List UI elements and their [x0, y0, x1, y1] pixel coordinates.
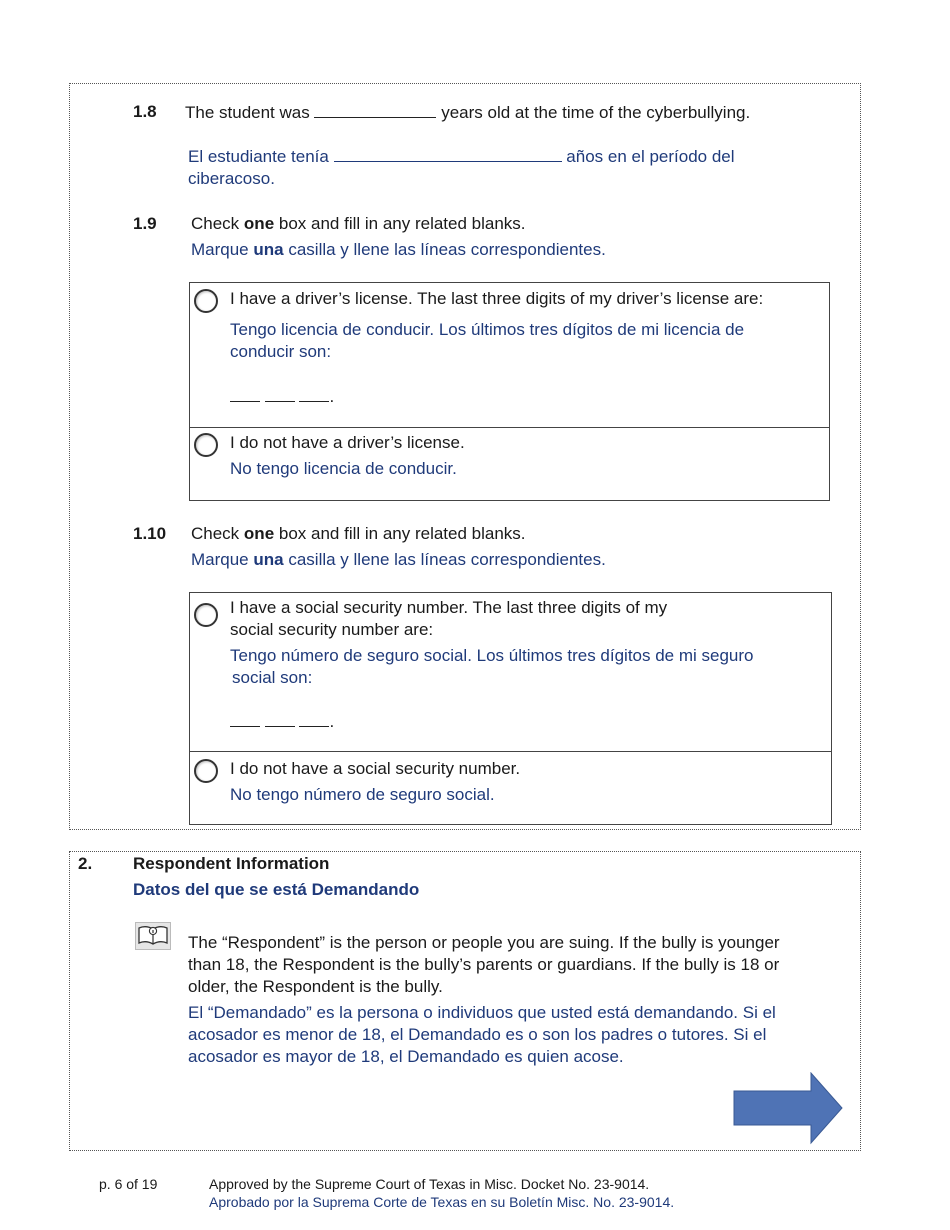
q18-es-line2: ciberacoso. [188, 169, 275, 188]
question-number-1-10: 1.10 [133, 524, 167, 543]
q18-en-after: years old at the time of the cyberbullying. [441, 103, 751, 122]
option-has-ssn-en-2: social security number are: [230, 620, 434, 639]
ssn-digit-3[interactable] [299, 710, 329, 727]
question-number-1-8: 1.8 [133, 102, 157, 121]
q19-en-post: box and fill in any related blanks. [274, 214, 526, 233]
option-has-license-es-2: conducir son: [230, 342, 332, 361]
radio-has-ssn[interactable] [194, 603, 218, 627]
q19-es-bold: una [253, 240, 284, 259]
footer-approved-en: Approved by the Supreme Court of Texas in Misc. Docket No. 23-9014. [209, 1176, 650, 1192]
section-2-title-en: Respondent Information [133, 854, 330, 873]
option-no-license-es: No tengo licencia de conducir. [230, 459, 457, 478]
ssn-digits-blanks [230, 710, 334, 733]
choice-divider [190, 751, 831, 752]
option-no-license-en: I do not have a driver’s license. [230, 433, 465, 452]
section-2-title-es: Datos del que se está Demandando [133, 880, 420, 899]
next-arrow-icon[interactable] [733, 1072, 844, 1145]
q18-en-before: The student was [185, 103, 310, 122]
question-1-10-spanish [191, 549, 606, 571]
age-blank[interactable] [314, 101, 436, 118]
license-digit-2[interactable] [265, 385, 295, 402]
option-no-ssn-en: I do not have a social security number. [230, 759, 521, 778]
q110-en-post: box and fill in any related blanks. [274, 524, 526, 543]
ssn-digit-1[interactable] [230, 710, 260, 727]
ssn-blank-end: . [329, 712, 335, 731]
radio-no-drivers-license[interactable] [194, 433, 218, 457]
choice-divider [190, 427, 829, 428]
footer-approved-es: Aprobado por la Suprema Corte de Texas en su Boletín Misc. No. 23-9014. [209, 1194, 675, 1210]
q19-es-post: casilla y llene las líneas correspondientes. [283, 240, 606, 259]
license-blank-end: . [329, 387, 335, 406]
option-has-ssn-es-2: social son: [232, 668, 313, 687]
radio-has-drivers-license[interactable] [194, 289, 218, 313]
license-digits-blanks [230, 385, 334, 408]
option-has-ssn-en-1: I have a social security number. The last three digits of my [230, 598, 668, 617]
q18-es-before: El estudiante tenía [188, 147, 329, 166]
next-arrow-icon-svg [733, 1072, 844, 1145]
respondent-info-es-2: acosador es menor de 18, el Demandado es o son los padres o tutores. Si el [188, 1025, 767, 1044]
question-1-9-english [191, 213, 526, 235]
q110-es-post: casilla y llene las líneas correspondientes. [283, 550, 606, 569]
question-1-8-spanish [188, 145, 735, 168]
q19-en-bold: one [243, 214, 275, 233]
license-digit-3[interactable] [299, 385, 329, 402]
respondent-info-en-2: than 18, the Respondent is the bully’s parents or guardians. If the bully is 18 or [188, 955, 780, 974]
respondent-info-en-1: The “Respondent” is the person or people you are suing. If the bully is younger [188, 933, 780, 952]
section-2-number: 2. [78, 854, 93, 873]
book-info-icon [135, 922, 171, 950]
q19-en-pre: Check [191, 214, 244, 233]
option-no-ssn-es: No tengo número de seguro social. [230, 785, 495, 804]
page-number: p. 6 of 19 [99, 1176, 158, 1192]
question-number-1-9: 1.9 [133, 214, 157, 233]
q110-en-pre: Check [191, 524, 244, 543]
license-digit-1[interactable] [230, 385, 260, 402]
book-info-icon-svg [135, 922, 171, 950]
q110-es-bold: una [253, 550, 284, 569]
question-1-10-english [191, 523, 526, 545]
q110-es-pre: Marque [191, 550, 254, 569]
question-1-9-spanish [191, 239, 606, 261]
radio-no-ssn[interactable] [194, 759, 218, 783]
question-1-8-english [185, 101, 750, 124]
q110-en-bold: one [243, 524, 275, 543]
respondent-info-es-3: acosador es mayor de 18, el Demandado es quien acose. [188, 1047, 624, 1066]
ssn-digit-2[interactable] [265, 710, 295, 727]
q18-es-after: años en el período del [566, 147, 735, 166]
option-has-license-es-1: Tengo licencia de conducir. Los últimos tres dígitos de mi licencia de [230, 320, 745, 339]
option-has-license-en: I have a driver’s license. The last three digits of my driver’s license are: [230, 289, 764, 308]
option-has-ssn-es-1: Tengo número de seguro social. Los últimos tres dígitos de mi seguro [230, 646, 754, 665]
respondent-info-en-3: older, the Respondent is the bully. [188, 977, 443, 996]
respondent-info-es-1: El “Demandado” es la persona o individuos que usted está demandando. Si el [188, 1003, 776, 1022]
edad-blank[interactable] [334, 145, 562, 162]
q19-es-pre: Marque [191, 240, 254, 259]
